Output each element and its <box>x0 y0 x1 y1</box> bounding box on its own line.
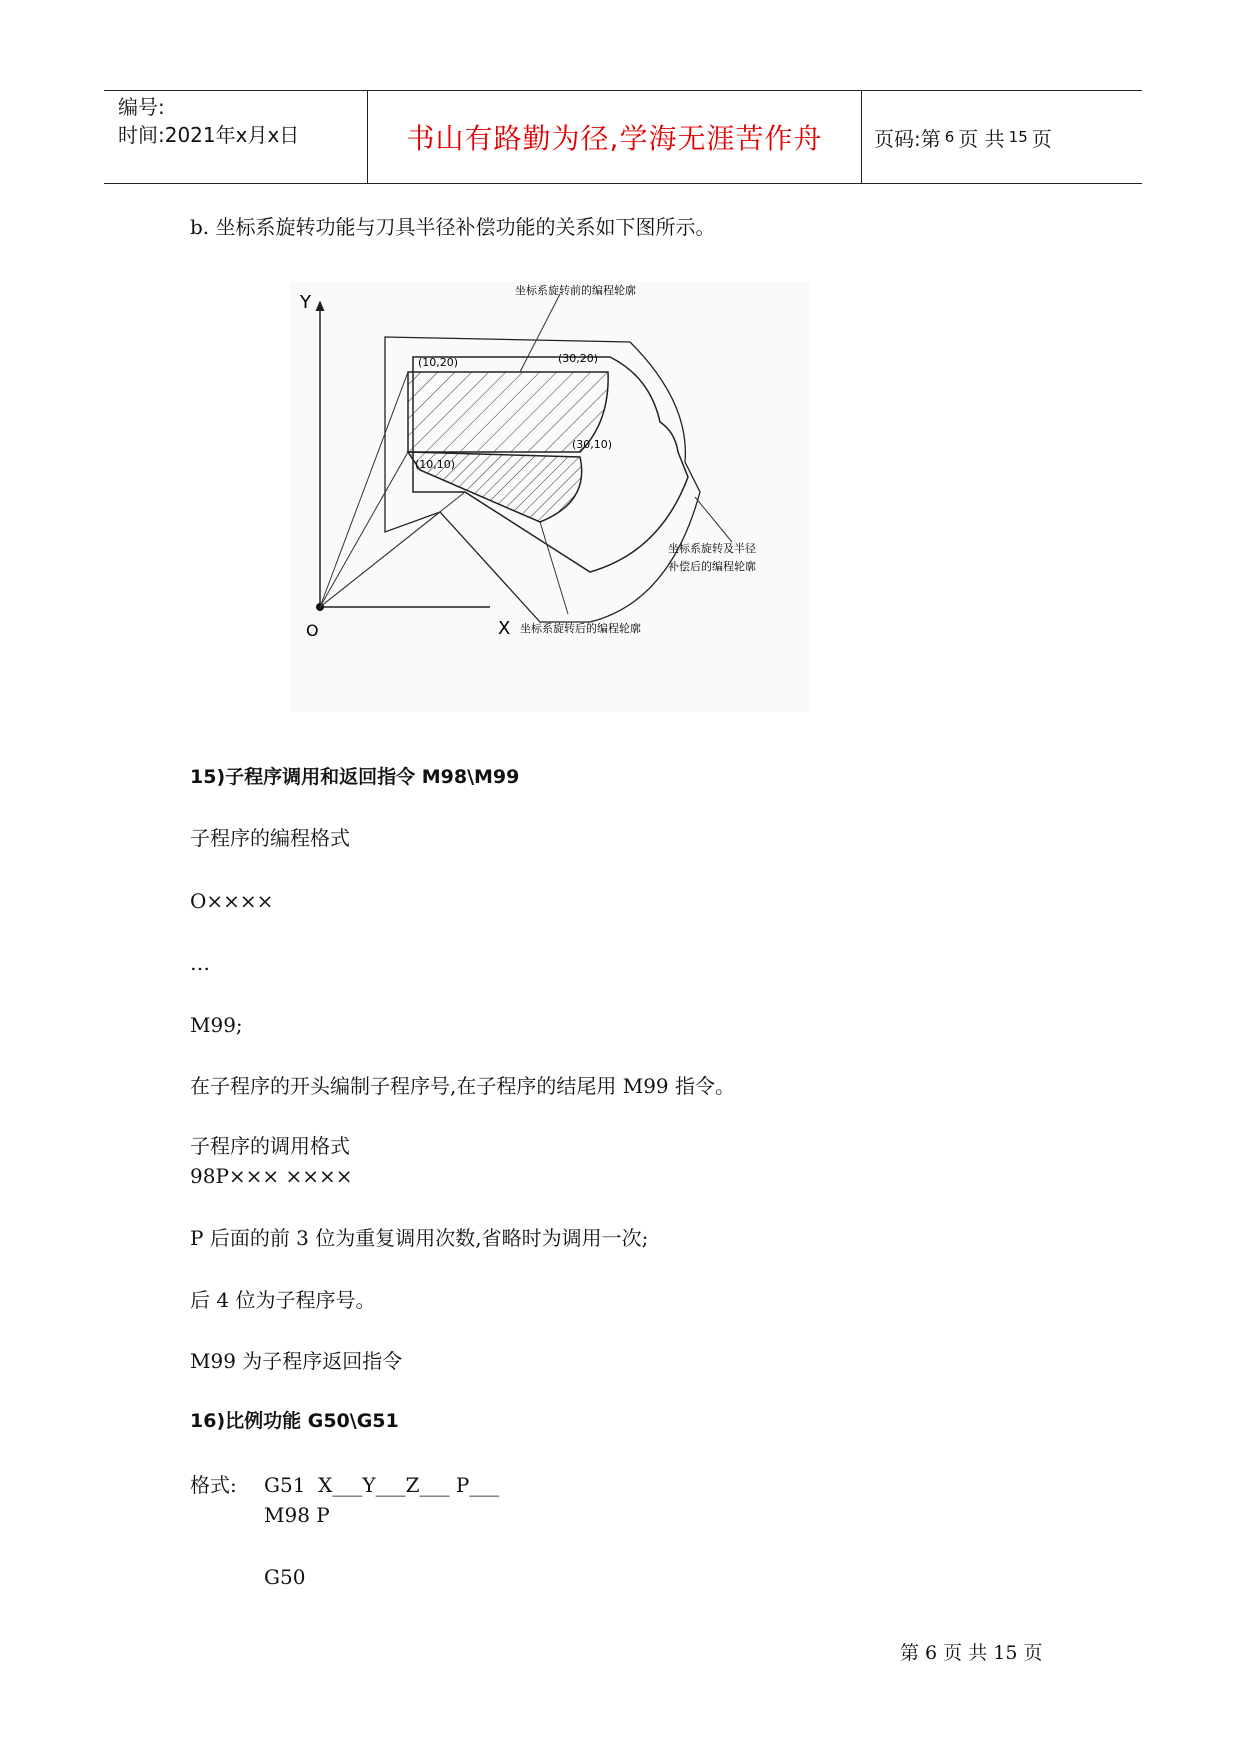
point-30-10: (30,10) <box>572 438 613 451</box>
label-before-rotation: 坐标系旋转前的编程轮廓 <box>515 284 636 297</box>
s15-line7: 98P××× ×××× <box>190 1164 353 1188</box>
document-number-label: 编号: <box>118 95 165 119</box>
s15-line3: … <box>190 951 210 975</box>
header-meta <box>104 91 368 183</box>
section-16-title: 16)比例功能 G50\G51 <box>190 1410 399 1432</box>
s16-format-line3: G50 <box>264 1565 306 1589</box>
s15-line6: 子程序的调用格式 <box>190 1134 350 1158</box>
s15-line1: 子程序的编程格式 <box>190 826 350 850</box>
s15-line8: P 后面的前 3 位为重复调用次数,省略时为调用一次; <box>190 1226 649 1250</box>
page-prefix: 页码:第 <box>874 126 941 151</box>
section-15-title: 15)子程序调用和返回指令 M98\M99 <box>190 766 520 788</box>
coordinate-rotation-diagram <box>290 282 810 712</box>
label-after-comp-line1: 坐标系旋转及半径 <box>668 542 756 555</box>
s15-line10: M99 为子程序返回指令 <box>190 1349 403 1373</box>
s15-line2: O×××× <box>190 889 274 913</box>
document-time: 时间:2021年x月x日 <box>118 123 300 147</box>
page-footer: 第 6 页 共 15 页 <box>900 1642 1043 1664</box>
header-page-info <box>862 91 1142 183</box>
page-header <box>104 90 1142 184</box>
point-10-10: (10,10) <box>415 458 456 471</box>
point-10-20: (10,20) <box>418 356 459 369</box>
s15-line9: 后 4 位为子程序号。 <box>190 1288 376 1312</box>
header-motto: 书山有路勤为径,学海无涯苦作舟 <box>368 91 862 183</box>
s16-format-line1: G51 X___Y___Z___ P___ <box>264 1473 500 1497</box>
x-axis-label: X <box>498 618 511 639</box>
s15-line4: M99; <box>190 1013 243 1037</box>
s16-format-label: 格式: <box>190 1473 237 1497</box>
page-mid: 页 共 <box>958 126 1005 151</box>
label-after-comp-line2: 补偿后的编程轮廓 <box>668 560 756 573</box>
page-suffix: 页 <box>1031 126 1052 151</box>
label-after-rotation: 坐标系旋转后的编程轮廓 <box>520 622 641 635</box>
s15-line5: 在子程序的开头编制子程序号,在子程序的结尾用 M99 指令。 <box>190 1074 735 1098</box>
point-30-20: (30,20) <box>558 352 599 365</box>
page-total: 15 <box>1008 128 1028 146</box>
origin-label: O <box>306 621 319 640</box>
y-axis-label: Y <box>300 292 311 313</box>
s16-format-line2: M98 P <box>264 1503 330 1527</box>
page-number: 6 <box>944 128 955 146</box>
intro-text: b. 坐标系旋转功能与刀具半径补偿功能的关系如下图所示。 <box>190 215 716 239</box>
